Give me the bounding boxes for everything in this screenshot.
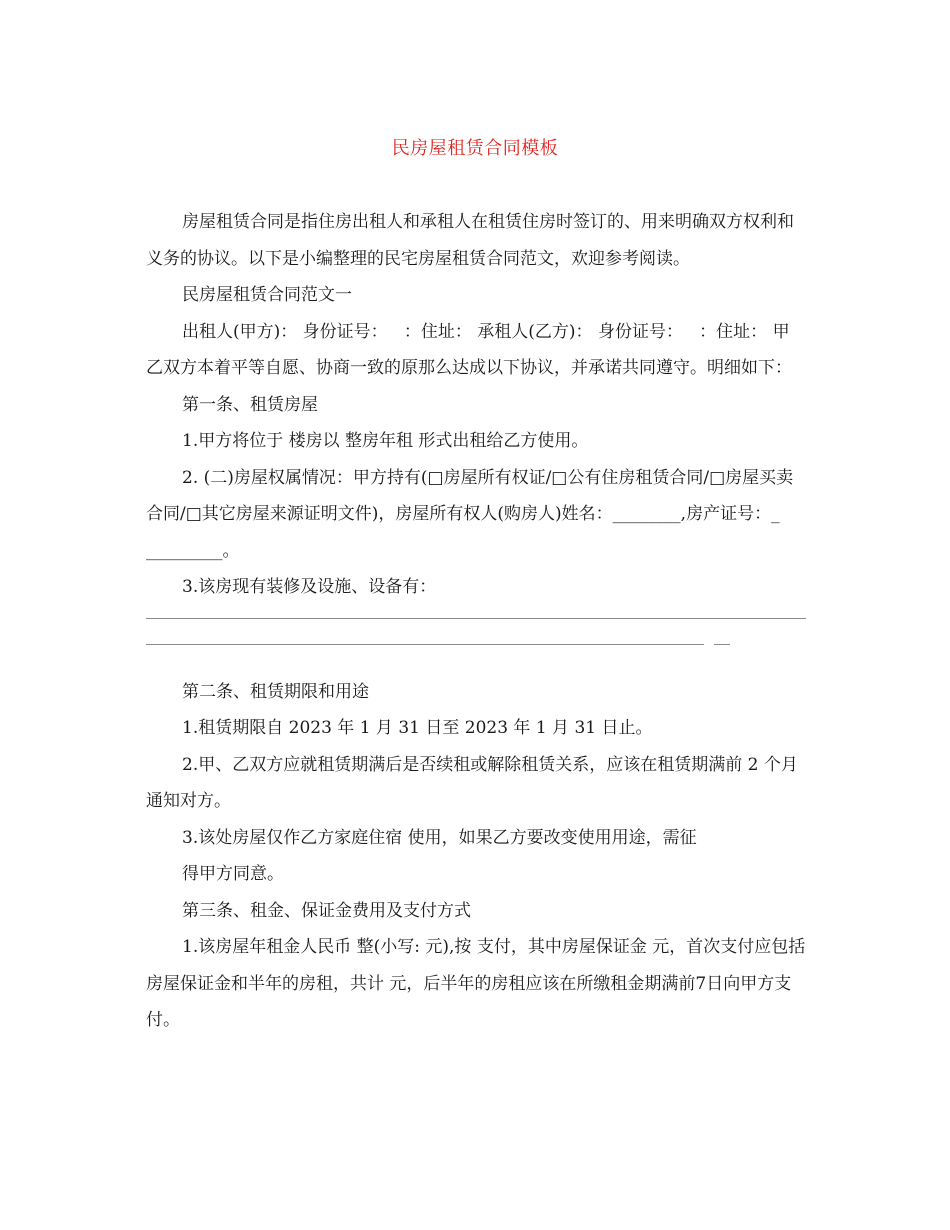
article-3-heading: 第三条、租金、保证金费用及支付方式 [182, 900, 471, 921]
article-2-clause-2: 2.甲、乙双方应就租赁期满后是否续租或解除租赁关系，应该在租赁期满前 2 个月通知对方。 [146, 754, 798, 811]
fill-in-rule [146, 618, 806, 619]
article-1-heading: 第一条、租赁房屋 [182, 394, 318, 415]
document-body [146, 204, 806, 1039]
fill-in-rule [146, 644, 704, 645]
parties-paragraph: 出租人(甲方)： 身份证号： ：住址： 承租人(乙方)： 身份证号： ：住址： 甲乙双方本着平等自愿、协商一致的原那么达成以下协议，并承诺共同遵守。明细如下： [146, 321, 792, 378]
article-1-clause-1: 1.甲方将位于 楼房以 整房年租 形式出租给乙方使用。 [182, 431, 589, 451]
article-2-clause-3-cont: 得甲方同意。 [182, 864, 284, 884]
sample-heading: 民房屋租赁合同范文一 [182, 285, 352, 305]
article-3-clause-1: 1.该房屋年租金人民币 整(小写: 元),按 支付，其中房屋保证金 元，首次支付应包括房屋保证金和半年的房租，共计 元，后半年的房租应该在所缴租金期满前7日向甲方支付。 [146, 937, 806, 1030]
intro-paragraph: 房屋租赁合同是指住房出租人和承租人在租赁住房时签订的、用来明确双方权利和义务的协议。以下是小编整理的民宅房屋租赁合同范文，欢迎参考阅读。 [146, 212, 794, 269]
article-1-clause-2: 2. (二)房屋权属情况：甲方持有(□房屋所有权证/□公有住房租赁合同/□房屋买卖合同/□其它房屋来源证明文件)，房屋所有权人(购房人)姓名：________,房产证号：_ _________。 [146, 467, 794, 561]
document-title: 民房屋租赁合同模板 [391, 138, 559, 159]
article-2-heading: 第二条、租赁期限和用途 [182, 681, 369, 702]
fill-in-rule [714, 644, 730, 645]
article-2-clause-3: 3.该处房屋仅作乙方家庭住宿 使用，如果乙方要改变使用用途，需征 [182, 827, 697, 848]
article-2-clause-1: 1.租赁期限自 2023 年 1 月 31 日至 2023 年 1 月 31 日止。 [182, 718, 653, 738]
blank-line-2 [146, 632, 806, 658]
article-1-clause-3: 3.该房现有装修及设施、设备有： [182, 577, 437, 597]
blank-line-1 [146, 606, 806, 632]
